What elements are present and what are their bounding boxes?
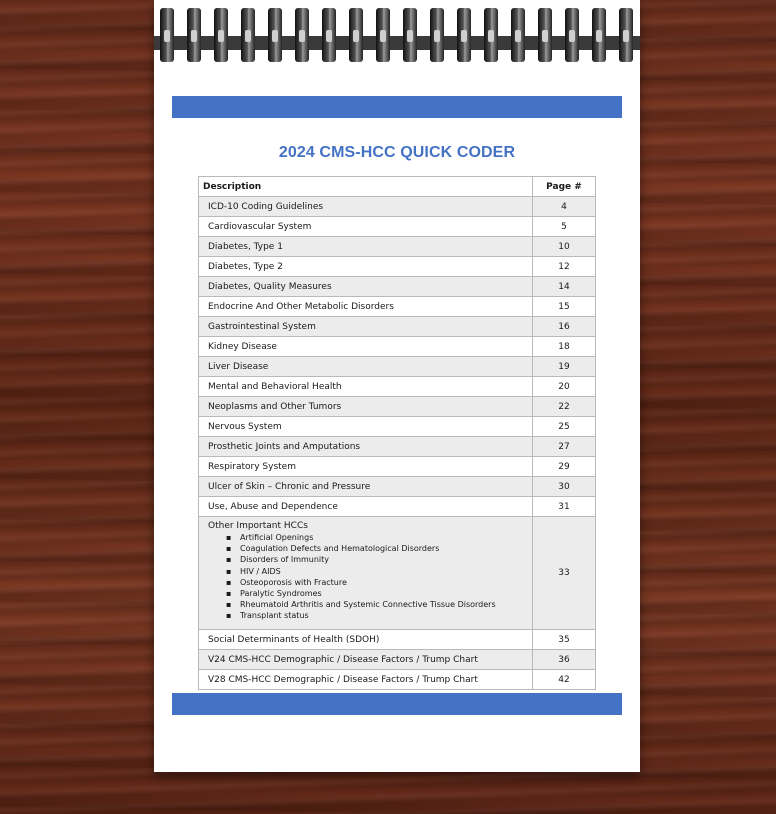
table-row xyxy=(199,357,596,377)
row-page: 20 xyxy=(533,377,596,397)
row-description: Neoplasms and Other Tumors xyxy=(199,397,533,417)
row-page: 22 xyxy=(533,397,596,417)
spiral-coil xyxy=(160,8,174,62)
row-description xyxy=(199,517,533,630)
row-description: Ulcer of Skin – Chronic and Pressure xyxy=(199,477,533,497)
table-row xyxy=(199,397,596,417)
table-row xyxy=(199,317,596,337)
row-page: 35 xyxy=(533,630,596,650)
row-page: 15 xyxy=(533,297,596,317)
table-row-other-hccs xyxy=(199,517,596,630)
row-description: Cardiovascular System xyxy=(199,217,533,237)
row-page: 5 xyxy=(533,217,596,237)
row-description: Diabetes, Type 2 xyxy=(199,257,533,277)
document-title: 2024 CMS-HCC QUICK CODER xyxy=(278,144,516,161)
spiral-coil xyxy=(484,8,498,62)
list-item: ▪ Coagulation Defects and Hematological Disorders xyxy=(240,543,523,554)
row-description: Use, Abuse and Dependence xyxy=(199,497,533,517)
row-page: 30 xyxy=(533,477,596,497)
table-row xyxy=(199,437,596,457)
row-page: 33 xyxy=(533,517,596,630)
row-description: Nervous System xyxy=(199,417,533,437)
table-row xyxy=(199,497,596,517)
list-item: ▪ HIV / AIDS xyxy=(240,566,523,577)
spiral-coil xyxy=(457,8,471,62)
list-item: ▪ Osteoporosis with Fracture xyxy=(240,577,523,588)
row-page: 25 xyxy=(533,417,596,437)
list-item: ▪ Paralytic Syndromes xyxy=(240,588,523,599)
description-column-header: Description xyxy=(199,177,533,197)
table-row xyxy=(199,417,596,437)
row-page: 4 xyxy=(533,197,596,217)
table-row xyxy=(199,217,596,237)
table-row xyxy=(199,297,596,317)
row-page: 29 xyxy=(533,457,596,477)
table-row xyxy=(199,277,596,297)
row-description: V24 CMS-HCC Demographic / Disease Factors / Trump Chart xyxy=(199,650,533,670)
row-description: Diabetes, Type 1 xyxy=(199,237,533,257)
list-item: ▪ Transplant status xyxy=(240,610,523,621)
spiral-binding xyxy=(154,8,640,64)
table-row xyxy=(199,630,596,650)
row-description: Liver Disease xyxy=(199,357,533,377)
spiral-coil xyxy=(349,8,363,62)
spiral-coil xyxy=(511,8,525,62)
row-description: Endocrine And Other Metabolic Disorders xyxy=(199,297,533,317)
row-description: ICD-10 Coding Guidelines xyxy=(199,197,533,217)
list-item: ▪ Disorders of Immunity xyxy=(240,554,523,565)
spiral-coil xyxy=(403,8,417,62)
row-page: 42 xyxy=(533,670,596,690)
row-description: Prosthetic Joints and Amputations xyxy=(199,437,533,457)
table-of-contents xyxy=(198,176,596,690)
table-row xyxy=(199,197,596,217)
row-page: 12 xyxy=(533,257,596,277)
table-row xyxy=(199,650,596,670)
spiral-coil xyxy=(241,8,255,62)
other-hccs-list xyxy=(208,532,523,622)
row-page: 36 xyxy=(533,650,596,670)
table-row xyxy=(199,377,596,397)
page-column-header: Page # xyxy=(533,177,596,197)
header-band xyxy=(172,96,622,118)
row-description: Social Determinants of Health (SDOH) xyxy=(199,630,533,650)
spiral-coil xyxy=(619,8,633,62)
spiral-coil xyxy=(430,8,444,62)
table-row xyxy=(199,457,596,477)
spiral-coil xyxy=(538,8,552,62)
list-item: ▪ Rheumatoid Arthritis and Systemic Connective Tissue Disorders xyxy=(240,599,523,610)
table-row xyxy=(199,237,596,257)
row-description: Kidney Disease xyxy=(199,337,533,357)
table-row xyxy=(199,257,596,277)
row-page: 31 xyxy=(533,497,596,517)
footer-band xyxy=(172,693,622,715)
table-row xyxy=(199,337,596,357)
row-page: 10 xyxy=(533,237,596,257)
row-page: 27 xyxy=(533,437,596,457)
other-hccs-heading: Other Important HCCs xyxy=(208,521,308,531)
spiral-coil xyxy=(376,8,390,62)
row-description: V28 CMS-HCC Demographic / Disease Factors / Trump Chart xyxy=(199,670,533,690)
table-row xyxy=(199,477,596,497)
row-description: Gastrointestinal System xyxy=(199,317,533,337)
spiral-coil xyxy=(187,8,201,62)
row-page: 18 xyxy=(533,337,596,357)
list-item: ▪ Artificial Openings xyxy=(240,532,523,543)
spiral-coil xyxy=(268,8,282,62)
row-description: Diabetes, Quality Measures xyxy=(199,277,533,297)
spiral-coil xyxy=(565,8,579,62)
spiral-coil xyxy=(592,8,606,62)
row-description: Mental and Behavioral Health xyxy=(199,377,533,397)
table-row xyxy=(199,670,596,690)
table-header-row xyxy=(199,177,596,197)
spiral-coil xyxy=(295,8,309,62)
spiral-coil xyxy=(214,8,228,62)
spiral-coil xyxy=(322,8,336,62)
row-page: 16 xyxy=(533,317,596,337)
row-page: 14 xyxy=(533,277,596,297)
notebook-page xyxy=(154,0,640,772)
row-page: 19 xyxy=(533,357,596,377)
row-description: Respiratory System xyxy=(199,457,533,477)
